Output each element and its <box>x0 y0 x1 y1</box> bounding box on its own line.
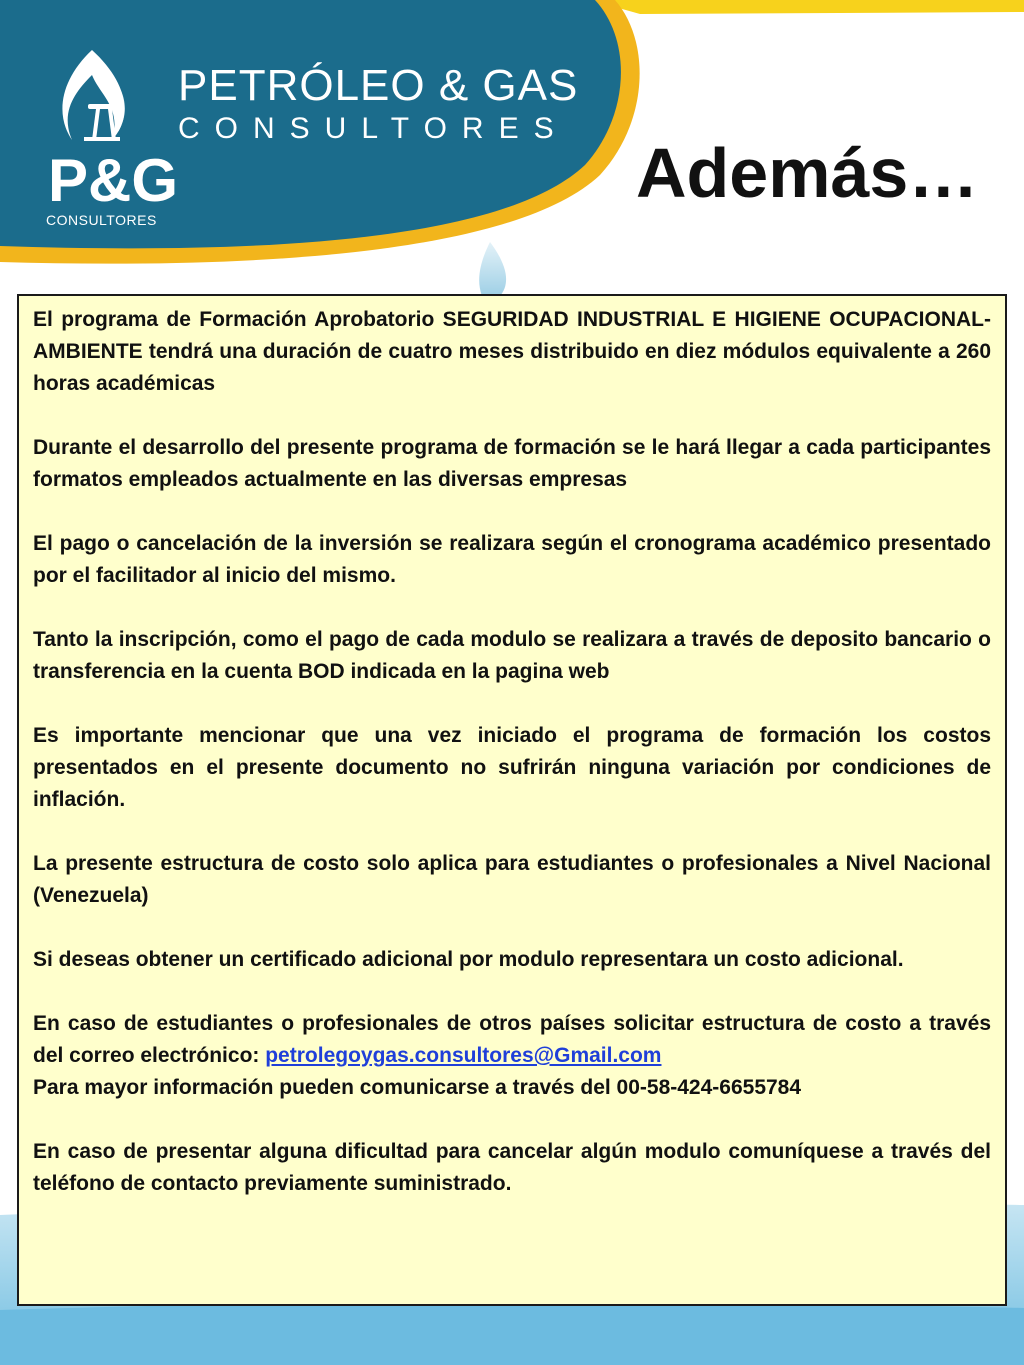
logo-monogram: P&G <box>48 147 179 214</box>
email-link[interactable]: petrolegoygas.consultores@Gmail.com <box>265 1044 662 1067</box>
paragraph-phone: Para mayor información pueden comunicarse a través del 00-58-424-6655784 <box>33 1076 802 1099</box>
paragraph-formats: Durante el desarrollo del presente programa de formación se le hará llegar a cada participantes formatos empleados actualmente en las diversas empresas <box>33 436 991 491</box>
paragraph-costs: Es importante mencionar que una vez iniciado el programa de formación los costos presentados en el presente documento no sufrirán ninguna variación por condiciones de inflación. <box>33 724 991 811</box>
email-intro-text: En caso de estudiantes o profesionales de otros países solicitar estructura de costo a través del correo electrónico: <box>33 1012 991 1067</box>
brand-wordmark <box>178 62 578 146</box>
paragraph-duration: El programa de Formación Aprobatorio SEGURIDAD INDUSTRIAL E HIGIENE OCUPACIONAL-AMBIENTE tendrá una duración de cuatro meses distribuido en diez módulos equivalente a 260 horas académicas <box>33 308 991 395</box>
brand-name: PETRÓLEO & GAS <box>178 61 579 110</box>
paragraph-certificate: Si deseas obtener un certificado adicional por modulo representara un costo adicional. <box>33 948 904 971</box>
brand-subtitle: CONSULTORES <box>178 112 569 145</box>
paragraph-registration: Tanto la inscripción, como el pago de cada modulo se realizara a través de deposito bancario o transferencia en la cuenta BOD indicada en la pagina web <box>33 628 991 683</box>
paragraph-payment: El pago o cancelación de la inversión se realizara según el cronograma académico presentado por el facilitador al inicio del mismo. <box>33 532 991 587</box>
paragraph-closing: En caso de presentar alguna dificultad para cancelar algún modulo comuníquese a través del teléfono de contacto previamente suministrado. <box>33 1140 991 1195</box>
logo-caption: CONSULTORES <box>46 212 157 228</box>
paragraph-contact-email <box>33 1008 991 1072</box>
slide-title: Además… <box>636 134 979 212</box>
content-panel <box>17 294 1007 1306</box>
paragraph-scope: La presente estructura de costo solo aplica para estudiantes o profesionales a Nivel Nacional (Venezuela) <box>33 852 991 907</box>
